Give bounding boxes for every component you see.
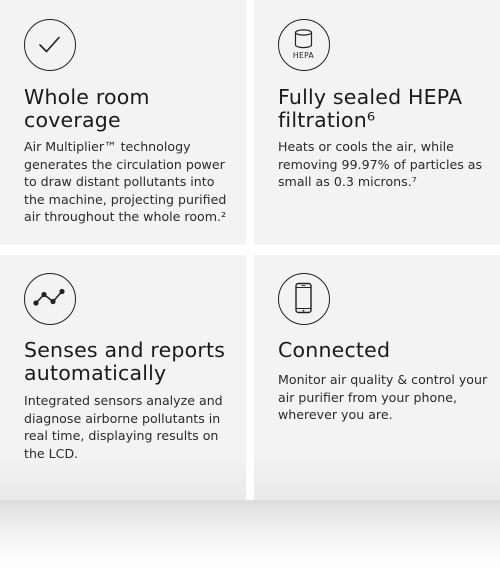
feature-description: Air Multiplier™ technology generates the circulation power to draw distant pollutants into the machine, projecting purified air throughout the whole room.² [24, 139, 227, 224]
feature-card-sensors [0, 255, 246, 500]
feature-title: Whole room coverage [24, 85, 150, 132]
feature-title: Senses and reports automatically [24, 338, 226, 385]
bottom-shadow-fade [0, 500, 500, 571]
feature-description: Heats or cools the air, while removing 99.97% of particles as small as 0.3 microns.⁷ [278, 139, 483, 189]
smartphone-icon [278, 273, 330, 325]
hepa-filter-icon [278, 19, 330, 71]
feature-description: Integrated sensors analyze and diagnose airborne pollutants in real time, displaying results on the LCD. [24, 393, 223, 461]
hepa-icon-label: HEPA [292, 51, 315, 60]
feature-description: Monitor air quality & control your air purifier from your phone, wherever you are. [278, 372, 488, 422]
feature-card-hepa [254, 0, 500, 245]
feature-title: Connected [278, 338, 391, 362]
checkmark-icon [24, 19, 76, 71]
line-graph-icon [24, 273, 76, 325]
feature-card-whole-room [0, 0, 246, 245]
feature-card-connected [254, 255, 500, 500]
feature-title: Fully sealed HEPA filtration⁶ [278, 85, 463, 132]
